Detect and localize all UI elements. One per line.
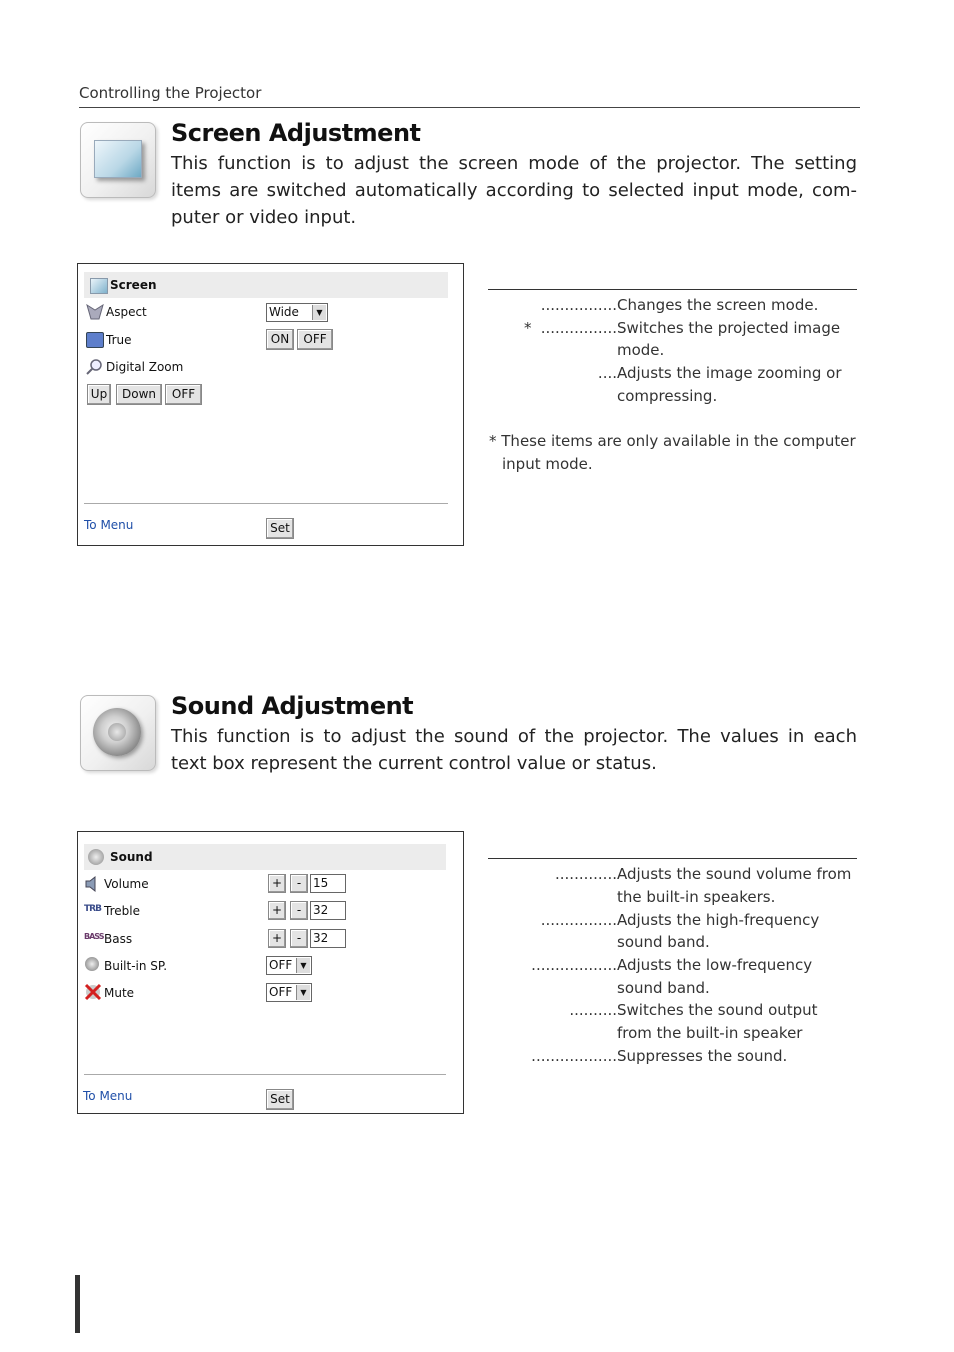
panel-divider [84,503,448,504]
item-text: Adjusts the image zooming or [617,364,842,382]
chevron-down-icon: ▼ [296,985,310,1000]
item-text: sound band. [617,933,710,951]
item-dots: .... [597,364,617,382]
zoom-up-button[interactable]: Up [87,384,111,405]
screen-icon [80,122,156,198]
to-menu-link[interactable]: To Menu [84,518,134,532]
item-dots: ................ [540,319,617,337]
digital-zoom-label: Digital Zoom [106,360,184,374]
sound-panel-heading-bar [84,844,446,870]
true-icon [86,332,104,348]
aspect-label: Aspect [106,305,147,319]
builtin-sp-value: OFF [269,958,293,972]
item-text: compressing. [617,387,718,405]
screen-glyph [94,140,142,178]
screen-panel-heading: Screen [110,278,157,292]
builtin-sp-label: Built-in SP. [104,959,168,973]
zoom-down-button[interactable]: Down [116,384,162,405]
sound-section-description [171,723,857,777]
desc-line: This function is to adjust the sound of the projector. The values in each [171,726,857,747]
item-prefix: * [524,319,532,337]
set-button[interactable]: Set [266,1089,294,1110]
set-button[interactable]: Set [266,518,294,539]
mute-value: OFF [269,985,293,999]
treble-label: Treble [104,904,140,918]
chevron-down-icon: ▼ [296,958,310,973]
mute-label: Mute [104,986,135,1000]
item-text: mode. [617,341,665,359]
builtin-speaker-icon [85,957,99,971]
treble-icon: TRB [84,904,101,914]
page-header: Controlling the Projector [79,84,262,102]
true-label: True [106,333,132,347]
chevron-down-icon: ▼ [312,305,326,320]
page-margin-bar [75,1275,80,1333]
zoom-off-button[interactable]: OFF [165,384,202,405]
item-text: Adjusts the sound volume from [617,865,852,883]
sound-panel [77,831,464,1114]
treble-plus-button[interactable]: + [268,901,286,920]
volume-input[interactable]: 15 [310,874,346,893]
mute-select[interactable] [266,983,312,1002]
sound-section-title: Sound Adjustment [171,692,414,720]
screen-section-title: Screen Adjustment [171,119,421,147]
screen-section-description [171,150,857,231]
volume-plus-button[interactable]: + [268,874,286,893]
item-text: Adjusts the high-frequency [617,911,820,929]
item-dots: ................ [540,911,617,929]
treble-input[interactable]: 32 [310,901,346,920]
desc-line: items are switched automatically according to selected input mode, com- [171,180,857,201]
aspect-icon [86,304,102,318]
item-dots: .................. [531,1047,617,1065]
aspect-select[interactable] [266,303,328,322]
screen-small-icon [90,278,108,294]
speaker-glyph [93,708,141,756]
speaker-small-icon [88,849,104,865]
item-text: the built-in speakers. [617,888,776,906]
sound-panel-heading: Sound [110,850,153,864]
screen-panel-heading-bar [84,272,448,298]
volume-label: Volume [104,877,149,891]
bass-minus-button[interactable]: - [290,929,308,948]
to-menu-link[interactable]: To Menu [83,1089,133,1103]
bass-plus-button[interactable]: + [268,929,286,948]
item-text: Suppresses the sound. [617,1047,788,1065]
header-rule [79,107,860,108]
magnifier-icon [86,358,102,372]
item-dots: .......... [569,1001,617,1019]
item-text: Changes the screen mode. [617,296,819,314]
volume-minus-button[interactable]: - [290,874,308,893]
aspect-select-value: Wide [269,305,299,319]
desc-line: This function is to adjust the screen mode of the projector. The setting [171,153,857,174]
item-text: sound band. [617,979,710,997]
item-dots: ................ [540,296,617,314]
footnote: input mode. [502,455,593,473]
builtin-sp-select[interactable] [266,956,312,975]
treble-minus-button[interactable]: - [290,901,308,920]
mute-icon [84,983,100,997]
bass-label: Bass [104,932,133,946]
item-dots: ............. [555,865,617,883]
sound-items-rule [488,858,857,859]
screen-items-rule [488,289,857,290]
item-dots: .................. [531,956,617,974]
bass-icon: BASS [84,932,104,941]
volume-icon [84,875,100,889]
panel-divider [84,1074,446,1075]
screen-panel [77,263,464,546]
item-text: Switches the sound output [617,1001,818,1019]
desc-line: puter or video input. [171,207,357,228]
true-off-button[interactable]: OFF [297,329,333,350]
item-text: Adjusts the low-frequency [617,956,813,974]
item-text: Switches the projected image [617,319,841,337]
true-on-button[interactable]: ON [266,329,294,350]
footnote: * These items are only available in the computer [489,432,856,450]
bass-input[interactable]: 32 [310,929,346,948]
desc-line: text box represent the current control value or status. [171,753,657,774]
speaker-icon [80,695,156,771]
item-text: from the built-in speaker [617,1024,803,1042]
